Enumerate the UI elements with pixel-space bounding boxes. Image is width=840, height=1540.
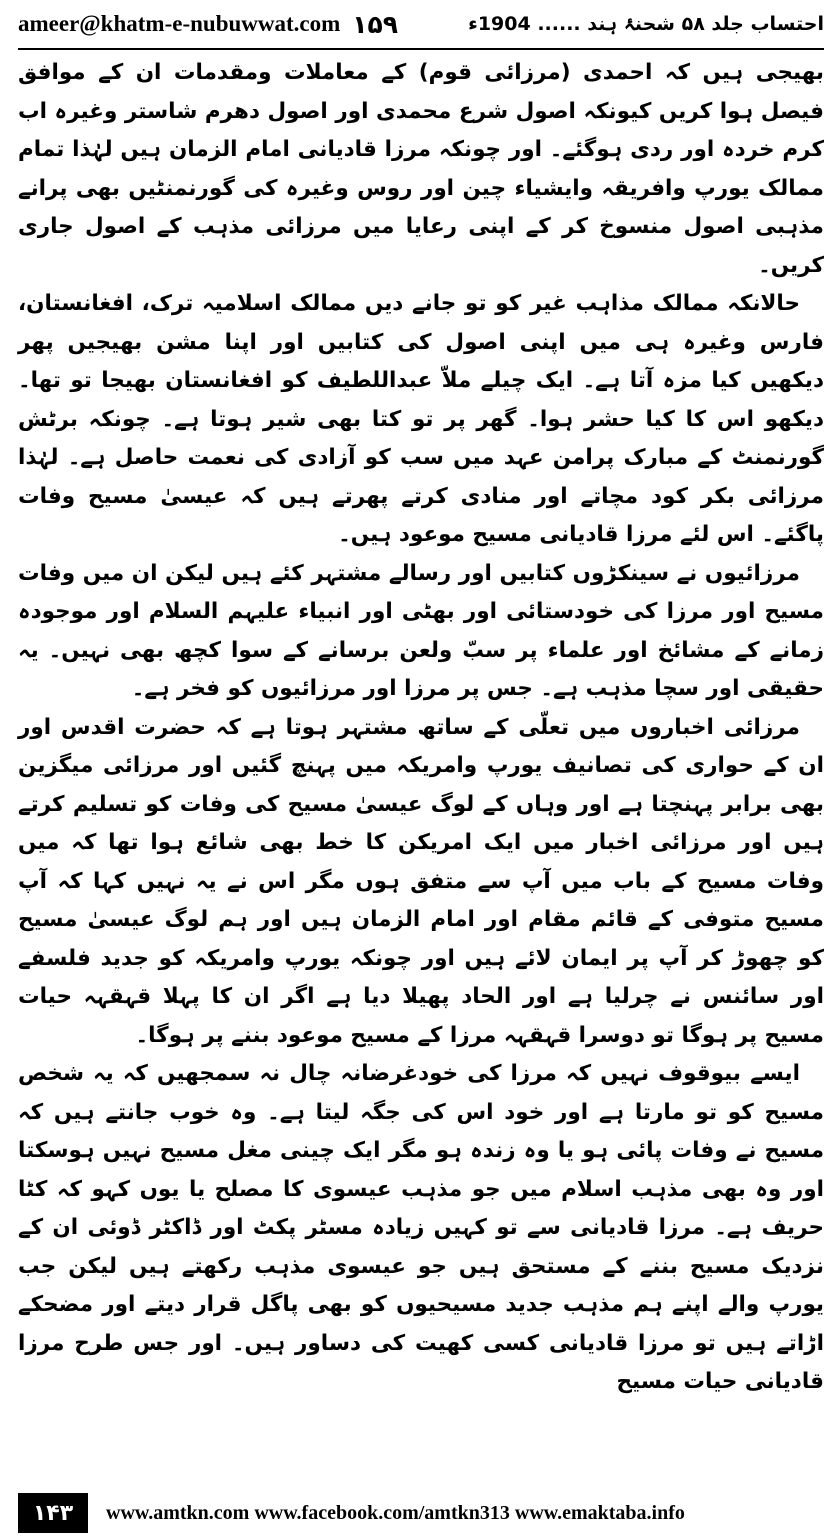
paragraph-5: ایسے بیوقوف نہیں کہ مرزا کی خودغرضانہ چال نہ سمجھیں کہ یہ شخص مسیح کو تو مارتا ہے اور خود اس کی جگہ لیتا ہے۔ وہ خوب جانتے ہیں کہ مسیح نے وفات پائی ہو یا وہ زندہ ہو مگر ایک چینی مغل مسیح نہیں ہوسکتا اور وہ بھی مذہب اسلام میں جو مذہب عیسوی کا مصلح یا یوں کہو کہ کٹا حریف ہے۔ مرزا قادیانی سے تو کہیں زیادہ مسٹر پکٹ اور ڈاکٹر ڈوئی ان کے نزدیک مسیح بننے کے مستحق ہیں جو عیسوی مذہب رکھتے ہیں لیکن جب یورپ والے اپنے ہم مذہب جدید مسیحیوں کو بھی پاگل قرار دیتے اور مضحکے اڑاتے ہیں تو مرزا قادیانی کسی کھیت کی دساور ہیں۔ اور جس طرح مرزا قادیانی حیات مسیح — [18, 1061, 824, 1394]
header-email: ameer@khatm-e-nubuwwat.com — [18, 11, 341, 36]
header-left-group — [18, 10, 398, 39]
paragraph-1: بھیجی ہیں کہ احمدی (مرزائی قوم) کے معاملات ومقدمات ان کے موافق فیصل ہوا کریں کیونکہ اصول شرع محمدی اور اصول دھرم شاستر وغیرہ اب کرم خردہ اور ردی ہوگئے۔ اور چونکہ مرزا قادیانی امام الزمان ہیں لہٰذا تمام ممالک یورپ وافریقہ وایشیاء چین اور روس وغیرہ کی گورنمنٹیں بھی پرانے مذہبی اصول منسوخ کر کے اپنی رعایا میں مرزائی مذہب کے اصول جاری کریں۔ — [18, 60, 824, 278]
header-book-title: احتساب جلد ۵۸ شحنۂ ہند ...... 1904ء — [468, 13, 824, 35]
paragraph-3: مرزائیوں نے سینکڑوں کتابیں اور رسالے مشتہر کئے ہیں لیکن ان میں وفات مسیح اور مرزا کی خودستائی اور بھٹی اور انبیاء علیہم السلام اور موجودہ زمانے کے مشائخ اور علماء پر سبّ ولعن برسانے کے سوا کچھ بھی نہیں۔ یہ حقیقی اور سچا مذہب ہے۔ جس پر مرزا اور مرزائیوں کو فخر ہے۔ — [18, 560, 824, 701]
header-divider — [18, 48, 824, 50]
page-header — [18, 0, 824, 48]
paragraph-2: حالانکہ ممالک مذاہب غیر کو تو جانے دیں ممالک اسلامیہ ترک، افغانستان، فارس وغیرہ ہی میں اپنی اصول کی کتابیں اور اپنا مشن بھیجیں پھر دیکھیں کیا مزہ آتا ہے۔ ایک چیلے ملاّ عبداللطیف کو افغانستان بھیجا تو تھا۔ دیکھو اس کا کیا حشر ہوا۔ گھر پر تو کتا بھی شیر ہوتا ہے۔ چونکہ برٹش گورنمنٹ کے مبارک پرامن عہد میں سب کو آزادی کی نعمت حاصل ہے۔ لہٰذا مرزائی بکر کود مچاتے اور منادی کرتے پھرتے ہیں کہ عیسیٰ مسیح وفات پاگئے۔ اس لئے مرزا قادیانی مسیح موعود ہیں۔ — [18, 291, 824, 547]
page-footer — [18, 1492, 824, 1534]
header-page-number: ۱۵۹ — [352, 9, 399, 39]
paragraph-4: مرزائی اخباروں میں تعلّی کے ساتھ مشتہر ہوتا ہے کہ حضرت اقدس اور ان کے حواری کی تصانیف یورپ وامریکہ میں پہنچ گئیں اور مرزائی میگزین بھی برابر پہنچتا ہے اور وہاں کے لوگ عیسیٰ مسیح کی وفات کو تسلیم کرتے ہیں اور مرزائی اخبار میں ایک امریکن کا خط بھی شائع ہوا تھا کہ میں وفات مسیح کے باب میں آپ سے متفق ہوں مگر اس نے یہ نہیں کہا کہ آپ مسیح متوفی کے قائم مقام اور امام الزمان ہیں اور ہم لوگ عیسیٰ مسیح کو چھوڑ کر آپ پر ایمان لائے ہیں اور چونکہ یورپ وامریکہ کو جدید فلسفے اور سائنس نے چرلیا ہے اور الحاد پھیلا دیا ہے اگر ان کا پہلا قہقہہ حیات مسیح پر ہوگا تو دوسرا قہقہہ مرزا کے مسیح موعود بننے پر ہوگا۔ — [18, 714, 824, 1048]
footer-website-links: www.amtkn.com www.facebook.com/amtkn313 www.emaktaba.info — [106, 1501, 685, 1524]
body-text — [18, 54, 824, 1402]
footer-page-number: ۱۴۳ — [18, 1493, 88, 1533]
